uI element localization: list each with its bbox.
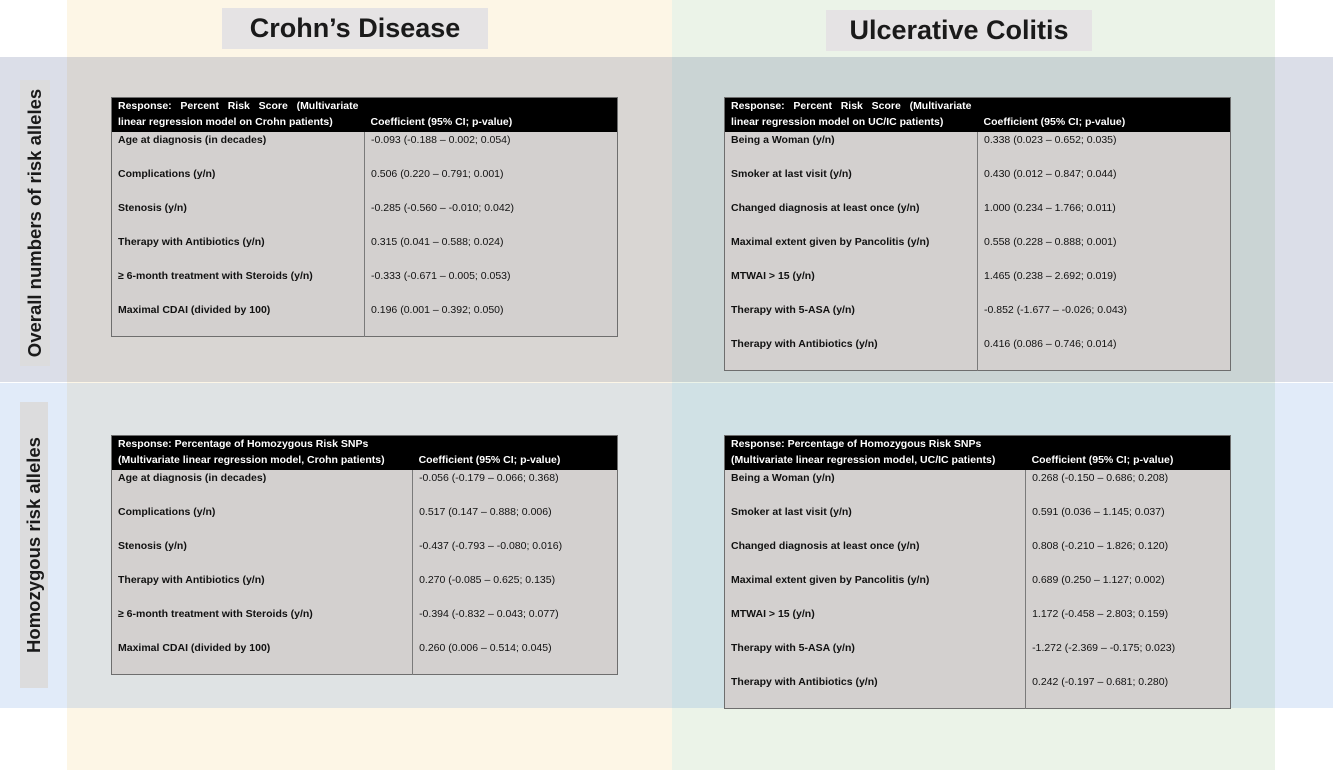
response-header: [112, 98, 365, 133]
crohns-overall-regression-table: [111, 97, 618, 337]
coefficient-cell: 0.268 (-0.150 – 0.686; 0.208): [1026, 470, 1231, 504]
variable-cell: MTWAI > 15 (y/n): [731, 608, 815, 620]
table-row: [112, 268, 618, 302]
variable-cell: Therapy with Antibiotics (y/n): [118, 236, 265, 248]
table-row: [725, 640, 1231, 674]
variable-cell: Maximal CDAI (divided by 100): [118, 304, 271, 316]
coefficient-header: Coefficient (95% CI; p-value): [1026, 436, 1231, 471]
coefficient-cell: 0.689 (0.250 – 1.127; 0.002): [1026, 572, 1231, 606]
table-row: [112, 606, 618, 640]
table-header-row: [725, 436, 1231, 471]
response-header: [725, 436, 1026, 471]
table-row: [725, 572, 1231, 606]
table-row: [112, 166, 618, 200]
variable-cell: Stenosis (y/n): [118, 540, 187, 552]
response-header-line1: Response: Percent Risk Score (Multivariate: [731, 100, 972, 112]
coefficient-cell: -0.056 (-0.179 – 0.066; 0.368): [413, 470, 618, 504]
coefficient-cell: 0.591 (0.036 – 1.145; 0.037): [1026, 504, 1231, 538]
coefficient-cell: -0.333 (-0.671 – 0.005; 0.053): [365, 268, 618, 302]
table-row: [725, 132, 1231, 166]
uc-overall-regression-table: [724, 97, 1231, 371]
coefficient-cell: 0.808 (-0.210 – 1.826; 0.120): [1026, 538, 1231, 572]
coefficient-cell: 1.172 (-0.458 – 2.803; 0.159): [1026, 606, 1231, 640]
crohns-disease-title: Crohn’s Disease: [222, 8, 488, 49]
variable-cell: Therapy with 5-ASA (y/n): [731, 642, 855, 654]
response-header: [112, 436, 413, 471]
coefficient-cell: -0.394 (-0.832 – 0.043; 0.077): [413, 606, 618, 640]
coefficient-cell: 0.416 (0.086 – 0.746; 0.014): [978, 336, 1231, 371]
coefficient-cell: 0.517 (0.147 – 0.888; 0.006): [413, 504, 618, 538]
coefficient-header: Coefficient (95% CI; p-value): [365, 98, 618, 133]
variable-cell: Being a Woman (y/n): [731, 472, 835, 484]
table-row: [112, 200, 618, 234]
variable-cell: Changed diagnosis at least once (y/n): [731, 202, 920, 214]
variable-cell: Therapy with Antibiotics (y/n): [731, 676, 878, 688]
overall-risk-alleles-label: [20, 80, 50, 366]
table-row: [725, 166, 1231, 200]
variable-cell: Age at diagnosis (in decades): [118, 472, 267, 484]
table-header-row: [112, 98, 618, 133]
coefficient-cell: -1.272 (-2.369 – -0.175; 0.023): [1026, 640, 1231, 674]
response-header-line1: Response: Percentage of Homozygous Risk SNPs: [118, 438, 369, 450]
ulcerative-colitis-title: Ulcerative Colitis: [826, 10, 1092, 51]
table-row: [725, 606, 1231, 640]
table-row: [725, 538, 1231, 572]
variable-cell: Complications (y/n): [118, 506, 216, 518]
variable-cell: MTWAI > 15 (y/n): [731, 270, 815, 282]
variable-cell: Being a Woman (y/n): [731, 134, 835, 146]
coefficient-cell: 0.242 (-0.197 – 0.681; 0.280): [1026, 674, 1231, 709]
table-header-row: [112, 436, 618, 471]
variable-cell: ≥ 6-month treatment with Steroids (y/n): [118, 270, 313, 282]
table-row: [112, 234, 618, 268]
coefficient-header: Coefficient (95% CI; p-value): [413, 436, 618, 471]
table-row: [725, 268, 1231, 302]
variable-cell: Maximal extent given by Pancolitis (y/n): [731, 236, 930, 248]
coefficient-cell: -0.093 (-0.188 – 0.002; 0.054): [365, 132, 618, 166]
response-header-line2: linear regression model on Crohn patients): [118, 116, 333, 128]
variable-cell: Complications (y/n): [118, 168, 216, 180]
coefficient-cell: 0.260 (0.006 – 0.514; 0.045): [413, 640, 618, 675]
overall-risk-alleles-text: Overall numbers of risk alleles: [24, 88, 46, 358]
variable-cell: Age at diagnosis (in decades): [118, 134, 267, 146]
table-row: [112, 132, 618, 166]
uc-homozygous-regression-table: [724, 435, 1231, 709]
coefficient-cell: -0.852 (-1.677 – -0.026; 0.043): [978, 302, 1231, 336]
coefficient-cell: 1.000 (0.234 – 1.766; 0.011): [978, 200, 1231, 234]
table-row: [112, 572, 618, 606]
coefficient-cell: 0.315 (0.041 – 0.588; 0.024): [365, 234, 618, 268]
variable-cell: Maximal extent given by Pancolitis (y/n): [731, 574, 930, 586]
variable-cell: Smoker at last visit (y/n): [731, 506, 852, 518]
variable-cell: Therapy with 5-ASA (y/n): [731, 304, 855, 316]
response-header: [725, 98, 978, 133]
table-row: [725, 234, 1231, 268]
variable-cell: Stenosis (y/n): [118, 202, 187, 214]
response-header-line2: (Multivariate linear regression model, Crohn patients): [118, 454, 385, 466]
variable-cell: Therapy with Antibiotics (y/n): [118, 574, 265, 586]
variable-cell: Therapy with Antibiotics (y/n): [731, 338, 878, 350]
table-row: [112, 640, 618, 675]
coefficient-cell: 0.270 (-0.085 – 0.625; 0.135): [413, 572, 618, 606]
response-header-line2: linear regression model on UC/IC patients): [731, 116, 944, 128]
table-row: [725, 674, 1231, 709]
variable-cell: Maximal CDAI (divided by 100): [118, 642, 271, 654]
table-row: [725, 470, 1231, 504]
coefficient-cell: 0.558 (0.228 – 0.888; 0.001): [978, 234, 1231, 268]
coefficient-header: Coefficient (95% CI; p-value): [978, 98, 1231, 133]
coefficient-cell: 1.465 (0.238 – 2.692; 0.019): [978, 268, 1231, 302]
table-header-row: [725, 98, 1231, 133]
coefficient-cell: 0.338 (0.023 – 0.652; 0.035): [978, 132, 1231, 166]
table-row: [112, 538, 618, 572]
table-row: [725, 302, 1231, 336]
variable-cell: Changed diagnosis at least once (y/n): [731, 540, 920, 552]
homozygous-risk-alleles-label: [20, 402, 48, 688]
coefficient-cell: -0.285 (-0.560 – -0.010; 0.042): [365, 200, 618, 234]
crohns-homozygous-regression-table: [111, 435, 618, 675]
table-row: [725, 200, 1231, 234]
response-header-line1: Response: Percentage of Homozygous Risk SNPs: [731, 438, 982, 450]
coefficient-cell: 0.430 (0.012 – 0.847; 0.044): [978, 166, 1231, 200]
variable-cell: Smoker at last visit (y/n): [731, 168, 852, 180]
coefficient-cell: 0.196 (0.001 – 0.392; 0.050): [365, 302, 618, 337]
response-header-line2: (Multivariate linear regression model, UC/IC patients): [731, 454, 996, 466]
homozygous-risk-alleles-text: Homozygous risk alleles: [23, 437, 45, 653]
table-row: [112, 470, 618, 504]
response-header-line1: Response: Percent Risk Score (Multivariate: [118, 100, 359, 112]
coefficient-cell: -0.437 (-0.793 – -0.080; 0.016): [413, 538, 618, 572]
table-row: [112, 504, 618, 538]
variable-cell: ≥ 6-month treatment with Steroids (y/n): [118, 608, 313, 620]
table-row: [725, 336, 1231, 371]
coefficient-cell: 0.506 (0.220 – 0.791; 0.001): [365, 166, 618, 200]
table-row: [725, 504, 1231, 538]
table-row: [112, 302, 618, 337]
